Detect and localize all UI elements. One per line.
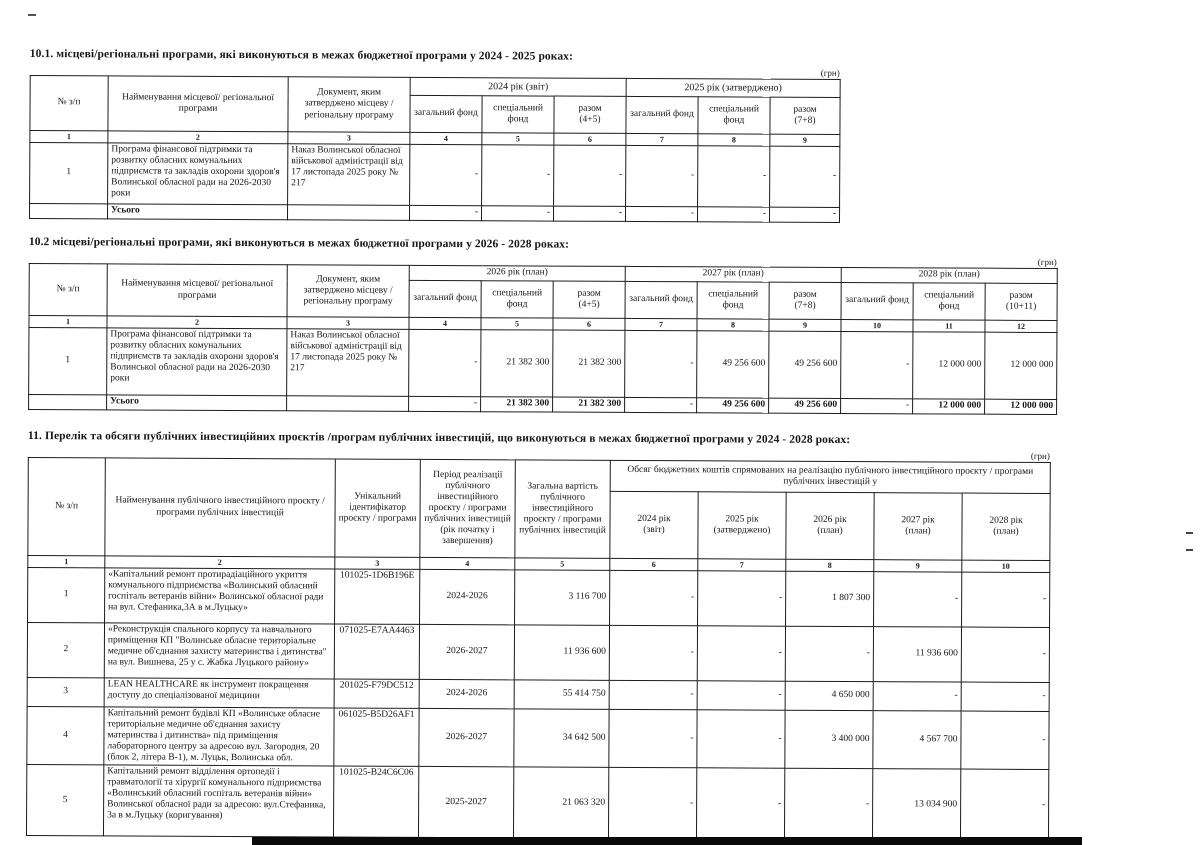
t2-colnum: 11 (913, 320, 985, 332)
t1-value: - (554, 145, 626, 206)
scan-mark (1186, 549, 1193, 551)
t2-colnum: 4 (409, 317, 481, 329)
t1-colnum: 6 (554, 133, 626, 145)
t1-program-doc: Наказ Волинської обласної військової адміністрації від 17 листопада 2025 року № 217 (288, 144, 410, 206)
t2-colnum: 12 (985, 320, 1057, 332)
t2-header-special-fund-2027: спеціальний фонд (697, 282, 769, 319)
t2-colnum: 2 (107, 316, 287, 329)
t1-program-name: Програма фінансової підтримки та розвитку обласних комунальних підприємств та закладів охорони здоров'я Волинської обласної ради на 2026-2030 роки (108, 143, 288, 205)
t3-header-budget-group: Обсяг бюджетних коштів спрямованих на реалізацію публічного інвестиційного проєкту / програми публічних інвестицій у (610, 460, 1050, 493)
table-10-1 (29, 75, 841, 223)
t2-program-name: Програма фінансової підтримки та розвитку обласних комунальних підприємств та закладів охорони здоров'я Волинської обласної ради на 2026-2030 роки (107, 328, 287, 396)
t3-year-value: - (610, 570, 698, 625)
t3-year-value: - (609, 680, 697, 709)
t3-colnum: 7 (698, 559, 786, 571)
t1-value: - (482, 145, 554, 206)
t2-total-value: 12 000 000 (913, 399, 985, 414)
t3-colnum: 8 (786, 559, 874, 571)
t1-colnum: 8 (698, 134, 770, 146)
t3-project-name: «Реконструкція спального корпусу та навчального приміщення КП "Волинське обласне територіальне медичне об'єднання захисту материнства і дитинства" на вул. Вишнева, 25 у с. Жабка Луцького району» (104, 623, 334, 679)
t1-colnum: 1 (30, 131, 108, 143)
t3-project-name: Капітальний ремонт відділення ортопедії і травматології та хірургії комунального підприємства «Волинський обласний госпіталь ветеранів війни» Волинської обласної ради за адресою: вул.Стефаника, 3а в м.Луцьку (коригування) (103, 765, 333, 837)
t3-project-cost: 55 414 750 (514, 680, 609, 709)
t2-colnum: 7 (625, 318, 697, 330)
t3-project-period: 2025-2027 (418, 766, 513, 837)
t3-year-value: 13 034 900 (872, 769, 960, 840)
t2-colnum: 5 (481, 318, 553, 330)
t2-header-general-fund-2028: загальний фонд (841, 282, 913, 319)
t3-year-value: - (609, 709, 697, 768)
t3-header-num: № з/п (28, 457, 105, 555)
t1-total-value: - (409, 205, 481, 220)
t1-colnum: 7 (626, 133, 698, 145)
t3-colnum: 2 (105, 556, 335, 569)
t3-year-value: - (785, 626, 873, 681)
t2-header-general-fund-2026: загальний фонд (409, 280, 481, 317)
t2-data-row (29, 327, 1057, 399)
t2-total-value: 12 000 000 (985, 399, 1057, 414)
section-11-heading: 11. Перелік та обсяги публічних інвестиційних проєктів /програм публічних інвестицій, що виконуються в межах бюджетної програми у 2024 - 2028 роках: (27, 429, 851, 447)
t2-value: 12 000 000 (985, 332, 1057, 399)
t3-year-value: - (697, 681, 785, 710)
table-10-2 (28, 263, 1058, 415)
t1-header-special-fund-2025: спеціальний фонд (698, 97, 770, 134)
t1-total-empty (30, 204, 108, 219)
t2-value: - (409, 329, 481, 396)
t1-header-group-row (30, 76, 840, 98)
t2-total-empty (29, 394, 107, 409)
t2-header-num: № з/п (29, 263, 107, 315)
t1-value: - (698, 146, 770, 207)
t1-group-2025: 2025 рік (затверджено) (626, 78, 840, 97)
t1-colnum: 2 (108, 131, 288, 144)
t3-colnum: 6 (610, 558, 698, 570)
t3-colnum: 1 (28, 555, 105, 567)
t3-header-group-row (28, 457, 1050, 493)
t3-year-value: 3 400 000 (785, 710, 873, 769)
t1-header-total-78: разом (7+8) (770, 97, 840, 134)
t2-total-value: 21 382 300 (553, 397, 625, 412)
currency-note-10-2: (грн) (1037, 256, 1057, 268)
t2-group-2027: 2027 рік (план) (625, 266, 841, 282)
t1-total-value: - (481, 206, 553, 221)
t2-value: 49 256 600 (769, 331, 841, 398)
t2-total-value: - (409, 396, 481, 411)
t3-header-id: Унікальний ідентифікатор проєкту / програми (335, 459, 420, 557)
t2-total-value: - (841, 398, 913, 413)
t3-year-value: - (961, 711, 1049, 770)
t3-year-value: - (873, 682, 961, 711)
t2-header-total-45: разом (4+5) (553, 281, 625, 318)
t1-header-num: № з/п (30, 76, 108, 131)
t3-year-value: 4 567 700 (873, 711, 961, 770)
scan-mark (1186, 532, 1193, 534)
t3-colnum: 3 (335, 557, 420, 569)
t2-header-general-fund-2027: загальний фонд (625, 281, 697, 318)
t3-project-period: 2024-2026 (420, 569, 515, 624)
t3-project-period: 2026-2027 (419, 708, 514, 767)
t3-year-value: - (696, 768, 784, 839)
t2-colnum: 1 (29, 315, 107, 327)
t3-year-value: - (697, 626, 785, 681)
t1-total-value: - (697, 207, 769, 222)
t3-project-period: 2026-2027 (419, 624, 514, 679)
t3-header-year-2026: 2026 рік (план) (786, 492, 874, 559)
t2-total-value: - (625, 397, 697, 412)
t2-colnum: 6 (553, 318, 625, 330)
t2-program-doc: Наказ Волинської обласної військової адміністрації від 17 листопада 2025 року № 217 (287, 329, 409, 397)
t3-project-id: 061025-B5D26AF1 (334, 708, 419, 766)
t1-colnum: 5 (482, 133, 554, 145)
t3-year-value: - (697, 710, 785, 769)
t3-year-value: - (608, 767, 696, 838)
t1-colnum: 9 (770, 134, 840, 146)
t2-group-2028: 2028 рік (план) (841, 267, 1057, 283)
t2-header-special-fund-2028: спеціальний фонд (913, 283, 985, 320)
t1-header-general-fund-2024: загальний фонд (410, 95, 482, 132)
t2-total-label: Усього (107, 395, 287, 411)
t1-total-label: Усього (107, 204, 287, 220)
t3-project-id: 101025-B24C6C06 (333, 766, 418, 837)
t3-year-value: 11 936 600 (873, 627, 961, 682)
t3-project-cost: 3 116 700 (515, 570, 610, 625)
t3-header-year-2028: 2028 рік (план) (962, 493, 1050, 560)
t1-total-value: - (625, 206, 697, 221)
t1-header-general-fund-2025: загальний фонд (626, 96, 698, 133)
t3-year-value: 1 807 300 (786, 571, 874, 626)
t2-colnum: 3 (287, 317, 409, 330)
t3-row-num: 1 (28, 567, 105, 622)
t3-project-id: 071025-E7AA4463 (334, 624, 419, 679)
t3-project-name: LEAN HEALTHCARE як інструмент покращення доступу до спеціалізованої медицини (104, 678, 334, 708)
scan-mark (28, 14, 36, 16)
t3-header-name: Найменування публічного інвестиційного проєкту / програми публічних інвестицій (105, 458, 335, 557)
t3-header-year-2027: 2027 рік (план) (874, 493, 962, 560)
t1-total-value: - (769, 207, 839, 222)
t1-header-total-45: разом (4+5) (554, 96, 626, 133)
t3-colnum: 10 (962, 560, 1050, 572)
t1-data-row (30, 143, 840, 208)
t2-header-total-78: разом (7+8) (769, 282, 841, 319)
t3-year-value: - (961, 627, 1049, 682)
t3-project-row (27, 622, 1049, 682)
table-11 (26, 457, 1051, 841)
t1-value: - (626, 145, 698, 206)
t1-header-name: Найменування місцевої/ регіональної програми (108, 76, 288, 132)
t3-year-value: - (962, 572, 1050, 627)
t1-header-doc: Документ, яким затверджено місцеву / регіональну програму (288, 77, 410, 133)
t2-total-value: 49 256 600 (769, 398, 841, 413)
t3-year-value: - (961, 682, 1049, 711)
t2-total-value: 49 256 600 (697, 398, 769, 413)
t3-header-period: Період реалізації публічного інвестиційного проєкту / програми публічних інвестицій (рік початку і завершення) (420, 459, 515, 557)
t3-row-num: 3 (27, 677, 104, 706)
t3-year-value: - (698, 571, 786, 626)
t3-project-period: 2024-2026 (419, 679, 514, 708)
t3-project-cost: 21 063 320 (513, 767, 608, 838)
t2-header-name: Найменування місцевої/ регіональної програми (107, 264, 287, 317)
t3-project-row (26, 765, 1048, 841)
currency-note-10-1: (грн) (820, 67, 840, 78)
t3-project-name: Капітальний ремонт будівлі КП «Волинське обласне територіальне медичне об'єднання захисту материнства і дитинства» під приміщення лабораторного центру за адресою вул. Загородня, 20 (блок 2, літера В-1), м. Луцьк, Волинська обл. (104, 707, 334, 766)
t3-project-id: 101025-1D6B196E (335, 569, 420, 624)
t1-total-row (30, 204, 840, 223)
t1-value: - (770, 146, 840, 207)
t3-header-year-2025: 2025 рік (затверджено) (698, 492, 786, 559)
t2-total-value: 21 382 300 (481, 397, 553, 412)
t2-value: 21 382 300 (481, 330, 553, 397)
t3-colnum: 9 (874, 560, 962, 572)
t3-row-num: 2 (27, 622, 104, 677)
t3-year-value: - (960, 769, 1048, 840)
t1-row-num: 1 (30, 143, 108, 204)
t2-group-2026: 2026 рік (план) (409, 265, 625, 281)
t3-project-row (27, 706, 1049, 769)
t2-colnum: 10 (841, 319, 913, 331)
t1-header-special-fund-2024: спеціальний фонд (482, 96, 554, 133)
t3-colnum: 5 (515, 558, 610, 570)
t2-value: - (625, 330, 697, 397)
t2-total-empty (287, 396, 409, 412)
currency-note-11: (грн) (1030, 450, 1050, 461)
t1-total-value: - (553, 206, 625, 221)
t3-header-year-2024: 2024 рік (звіт) (610, 491, 698, 558)
t2-header-special-fund-2026: спеціальний фонд (481, 281, 553, 318)
t3-project-cost: 11 936 600 (514, 625, 609, 680)
t3-year-value: - (784, 768, 872, 839)
t2-header-doc: Документ, яким затверджено місцеву / регіональну програму (287, 265, 409, 318)
t2-row-num: 1 (29, 327, 107, 394)
t2-value: 21 382 300 (553, 330, 625, 397)
t1-total-empty (287, 205, 409, 221)
t2-colnum: 8 (697, 319, 769, 331)
t3-project-row (28, 567, 1050, 627)
t3-colnum: 4 (420, 557, 515, 569)
t3-year-value: 4 650 000 (785, 681, 873, 710)
t3-year-value: - (874, 572, 962, 627)
t2-value: 12 000 000 (913, 332, 985, 399)
t1-group-2024: 2024 рік (звіт) (410, 77, 626, 96)
t1-value: - (410, 144, 482, 205)
section-10-2-heading: 10.2 місцеві/регіональні програми, які виконуються в межах бюджетної програми у 2026 - 2028 роках: (28, 235, 570, 251)
section-10-1-heading: 10.1. місцеві/регіональні програми, які виконуються в межах бюджетної програми у 2024 - 2025 роках: (29, 47, 574, 63)
t2-value: 49 256 600 (697, 331, 769, 398)
page-content (26, 14, 1180, 842)
t3-project-name: «Капітальний ремонт протирадіаційного укриття комунального підприємства «Волинський обласний госпіталь ветеранів війни» Волинської обласної ради на вул. Стефаника,3А в м.Луцьку» (105, 568, 335, 624)
t3-project-id: 201025-F79DC512 (334, 679, 419, 708)
t3-row-num: 5 (26, 765, 103, 836)
t3-row-num: 4 (27, 706, 104, 764)
t2-colnum: 9 (769, 319, 841, 331)
t1-colnum: 3 (288, 132, 410, 145)
scan-edge-black-bar (252, 837, 1082, 845)
t2-value: - (841, 331, 913, 398)
t1-colnum: 4 (410, 132, 482, 144)
t3-year-value: - (609, 625, 697, 680)
t3-header-cost: Загальна вартість публічного інвестиційного проєкту / програми публічних інвестицій (515, 460, 610, 558)
t2-header-total-1011: разом (10+11) (985, 283, 1057, 320)
t3-project-cost: 34 642 500 (514, 709, 609, 768)
